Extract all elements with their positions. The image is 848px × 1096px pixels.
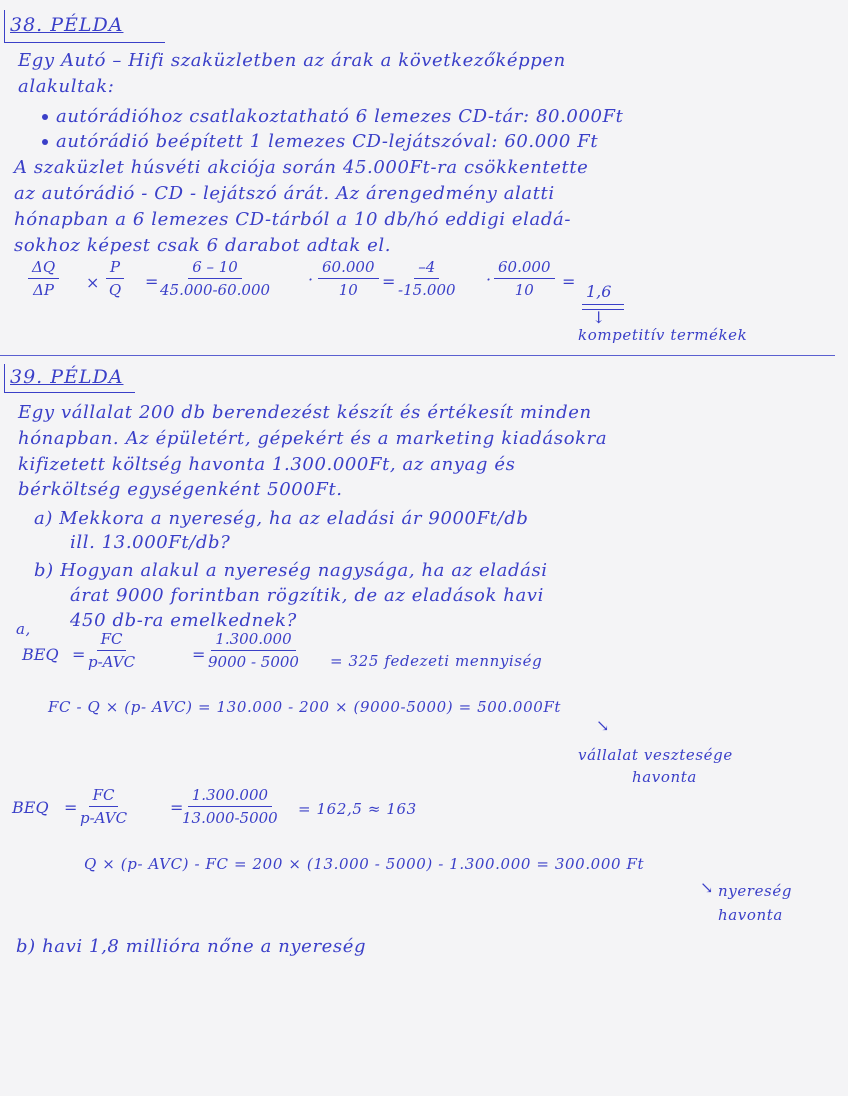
arrow-down-icon: ↘ bbox=[700, 878, 714, 897]
ex39-answer-a-label: a, bbox=[16, 620, 31, 638]
ex39-answer-b: b) havi 1,8 millióra nőne a nyereség bbox=[16, 936, 367, 957]
calc2-note-1: nyereség bbox=[718, 882, 793, 900]
ex38-line-2: alakultak: bbox=[18, 76, 115, 97]
calc2-note-2: havonta bbox=[718, 906, 783, 924]
beq1-result: = 325 fedezeti mennyiség bbox=[330, 652, 543, 670]
ex38-frac-p-q: $\frac{P}{Q}$ bbox=[106, 258, 124, 299]
ex39-para-4: bérköltség egységenként 5000Ft. bbox=[18, 479, 343, 500]
ex38-bullet-2-text: autórádió beépített 1 lemezes CD-lejátszóval: 60.000 Ft bbox=[56, 131, 599, 152]
ex39-question-b-2: árat 9000 forintban rögzítik, de az eladások havi bbox=[70, 585, 544, 606]
ex38-dot-2: · bbox=[486, 270, 492, 289]
beq2-eq2: = bbox=[170, 798, 184, 817]
bullet-dot-icon bbox=[42, 114, 48, 120]
ex38-frac-4: $\frac{60.000}{10}$ bbox=[494, 258, 555, 299]
beq2-frac-formula: FC p-AVC bbox=[80, 786, 128, 827]
ex38-para-4: sokhoz képest csak 6 darabot adtak el. bbox=[14, 235, 392, 256]
ex38-frac-3: $\frac{-4}{-15.000}$ bbox=[398, 258, 456, 299]
beq1-frac-formula: FC p-AVC bbox=[88, 630, 136, 671]
ex39-question-a-1: a) Mekkora a nyereség, ha az eladási ár 9000Ft/db bbox=[34, 508, 529, 529]
ex38-frac-2: $\frac{60.000}{10}$ bbox=[318, 258, 379, 299]
beq1-frac-values: $\frac{1.300.000}{9000 - 5000}$ bbox=[208, 630, 299, 671]
ex38-bullet-1 bbox=[42, 106, 623, 127]
ex38-bullet-1-text: autórádióhoz csatlakoztatható 6 lemezes CD-tár: 80.000Ft bbox=[56, 106, 624, 127]
beq2-lhs: BEQ bbox=[12, 798, 49, 817]
ex38-note: kompetitív termékek bbox=[578, 326, 748, 344]
ex39-para-2: hónapban. Az épületért, gépekért és a marketing kiadásokra bbox=[18, 428, 608, 449]
beq2-result: = 162,5 ≈ 163 bbox=[298, 800, 417, 818]
ex38-frac-1: $\frac{6 - 10}{45.000-60.000}$ bbox=[160, 258, 271, 299]
ex39-question-b-3: 450 db-ra emelkednek? bbox=[70, 610, 297, 631]
ex39-para-1: Egy vállalat 200 db berendezést készít és értékesít minden bbox=[18, 402, 592, 423]
calc2: Q × (p- AVC) - FC = 200 × (13.000 - 5000) - 1.300.000 = 300.000 Ft bbox=[84, 855, 645, 873]
ex38-result: 1,6 bbox=[586, 282, 612, 301]
ex38-eq-3: = bbox=[562, 272, 576, 291]
arrow-down-icon: ↘ bbox=[596, 716, 610, 735]
ex38-title: 38. PÉLDA bbox=[10, 14, 124, 36]
ex38-para-2: az autórádió - CD - lejátszó árát. Az árengedmény alatti bbox=[14, 183, 555, 204]
beq1-lhs: BEQ bbox=[22, 645, 59, 664]
calc1-note-2: havonta bbox=[632, 768, 697, 786]
ex38-para-3: hónapban a 6 lemezes CD-tárból a 10 db/hó eddigi eladá- bbox=[14, 209, 571, 230]
ex39-question-a-2: ill. 13.000Ft/db? bbox=[70, 532, 231, 553]
ex39-title: 39. PÉLDA bbox=[10, 366, 124, 388]
beq2-frac-values: $\frac{1.300.000}{13.000-5000}$ bbox=[182, 786, 278, 827]
ex38-dot-1: · bbox=[308, 270, 314, 289]
calc1-note-1: vállalat vesztesége bbox=[578, 746, 733, 764]
beq2-eq: = bbox=[64, 798, 78, 817]
ex39-para-3: kifizetett költség havonta 1.300.000Ft, az anyag és bbox=[18, 454, 516, 475]
bullet-dot-icon bbox=[42, 139, 48, 145]
section-divider bbox=[0, 355, 835, 356]
beq1-eq: = bbox=[72, 645, 86, 664]
ex38-eq-2: = bbox=[382, 272, 396, 291]
ex38-bullet-2 bbox=[42, 131, 598, 152]
ex38-para-1: A szaküzlet húsvéti akciója során 45.000Ft-ra csökkentette bbox=[14, 157, 589, 178]
arrow-down-icon: ↓ bbox=[592, 308, 606, 327]
ex38-eq-1: = bbox=[145, 272, 159, 291]
beq1-eq2: = bbox=[192, 645, 206, 664]
ex39-question-b-1: b) Hogyan alakul a nyereség nagysága, ha az eladási bbox=[34, 560, 548, 581]
calc1: FC - Q × (p- AVC) = 130.000 - 200 × (9000-5000) = 500.000Ft bbox=[48, 698, 561, 716]
ex38-line-1: Egy Autó – Hifi szaküzletben az árak a következőképpen bbox=[18, 50, 566, 71]
ex38-frac-dq-dp: $\frac{\Delta Q}{\Delta P}$ bbox=[28, 258, 59, 299]
ex38-times: × bbox=[86, 273, 100, 292]
